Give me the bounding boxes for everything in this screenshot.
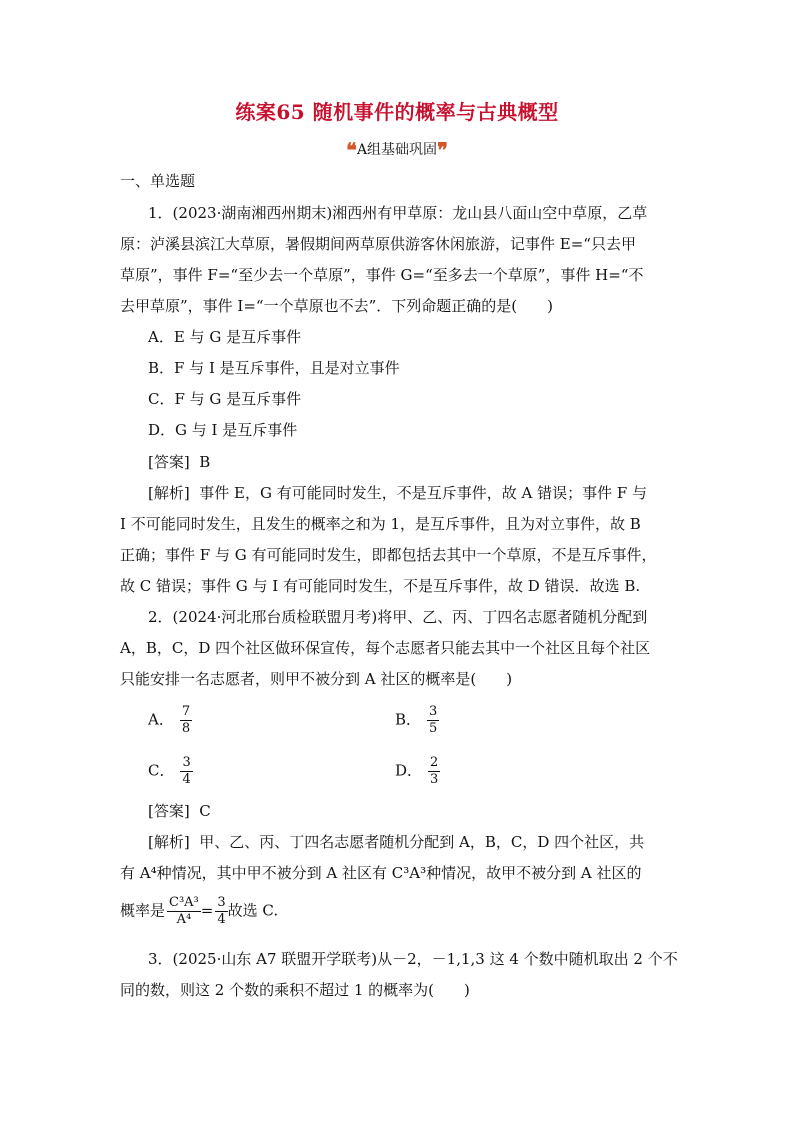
prob-prefix: 概率是 (120, 901, 166, 920)
q2-analysis (148, 827, 703, 858)
denominator: 8 (181, 721, 191, 736)
section-heading: 一、单选题 (120, 172, 196, 190)
analysis-label: [解析] (148, 833, 190, 851)
numerator: 7 (181, 704, 191, 719)
q2-line: A，B，C，D 四个社区做环保宣传，每个志愿者只能去其中一个社区且每个社区 (120, 639, 651, 657)
prob-numerator: C³A³ (169, 895, 199, 910)
fraction (428, 755, 440, 788)
q2-answer (148, 796, 703, 827)
prob-result-denominator: 4 (217, 912, 226, 927)
q1-analysis-line: 故 C 错误；事件 G 与 I 有可能同时发生，不是互斥事件，故 D 错误．故选 B. (120, 577, 641, 595)
prob-result-fraction (215, 895, 227, 928)
q2-line: 2．(2024·河北邢台质检联盟月考)将甲、乙、丙、丁四名志愿者随机分配到 (148, 608, 648, 626)
open-quote-icon: ❝ (346, 138, 357, 162)
prob-equals: = (200, 901, 214, 920)
numerator: 3 (182, 755, 191, 770)
numerator: 3 (429, 704, 438, 719)
q1-line: 去甲草原”，事件 I=“一个草原也不去”．下列命题正确的是( ) (120, 297, 553, 315)
q1-option-a: A．E 与 G 是互斥事件 (148, 328, 302, 346)
option-label: B． (395, 710, 422, 729)
prob-denominator: A⁴ (176, 912, 192, 927)
close-quote-icon: ❞ (437, 138, 448, 162)
answer-value: C (199, 802, 211, 820)
group-label: A组基础巩固 (356, 142, 438, 158)
q1-option-d: D．G 与 I 是互斥事件 (148, 421, 298, 439)
denominator: 5 (429, 721, 438, 736)
q1-line: 原：泸溪县滨江大草原，暑假期间两草原供游客休闲旅游，记事件 E=“只去甲 (120, 235, 636, 253)
q1-option-b: B．F 与 I 是互斥事件，且是对立事件 (148, 359, 400, 377)
q2-probability-line (120, 895, 675, 928)
prob-suffix: 故选 C. (227, 901, 279, 920)
q1-option-c: C．F 与 G 是互斥事件 (148, 390, 302, 408)
analysis-text: 事件 E，G 有可能同时发生，不是互斥事件，故 A 错误；事件 F 与 (199, 484, 648, 502)
q1-answer (148, 447, 703, 478)
q3-line: 3．(2025·山东 A7 联盟开学联考)从－2，－1,1,3 这 4 个数中随机取出 2 个不 (148, 950, 678, 968)
answer-label: [答案] (148, 802, 190, 820)
fraction (180, 704, 192, 737)
prob-fraction (167, 895, 201, 928)
option-label: D． (395, 761, 423, 780)
denominator: 3 (430, 772, 439, 787)
analysis-label: [解析] (148, 484, 190, 502)
fraction (180, 755, 192, 788)
q1-line: 草原”，事件 F=“至少去一个草原”，事件 G=“至多去一个草原”，事件 H=“不 (120, 266, 644, 284)
q3-line: 同的数，则这 2 个数的乘积不超过 1 的概率为( ) (120, 981, 470, 999)
denominator: 4 (182, 772, 191, 787)
fraction (427, 704, 439, 737)
answer-value: B (199, 453, 211, 471)
option-label: A． (148, 710, 174, 729)
analysis-text: 甲、乙、丙、丁四名志愿者随机分配到 A，B，C，D 四个社区，共 (199, 833, 645, 851)
q2-option-b (395, 704, 794, 737)
q1-analysis-line: I 不可能同时发生，且发生的概率之和为 1，是互斥事件，且为对立事件，故 B (120, 515, 641, 533)
q1-analysis-line: 正确；事件 F 与 G 有可能同时发生，即都包括去其中一个草原，不是互斥事件， (120, 546, 657, 564)
q1-line: 1．(2023·湖南湘西州期末)湘西州有甲草原：龙山县八面山空中草原，乙草 (148, 204, 648, 222)
q2-option-d (395, 755, 794, 788)
page-title: 练案65 随机事件的概率与古典概型 (235, 100, 559, 124)
numerator: 2 (430, 755, 439, 770)
q2-line: 只能安排一名志愿者，则甲不被分到 A 社区的概率是( ) (120, 670, 513, 688)
group-badge (0, 138, 794, 162)
q2-analysis-line: 有 A⁴种情况，其中甲不被分到 A 社区有 C³A³种情况，故甲不被分到 A 社区的 (120, 864, 642, 882)
q1-analysis (148, 478, 703, 509)
answer-label: [答案] (148, 453, 190, 471)
prob-result-numerator: 3 (217, 895, 226, 910)
option-label: C． (148, 761, 175, 780)
